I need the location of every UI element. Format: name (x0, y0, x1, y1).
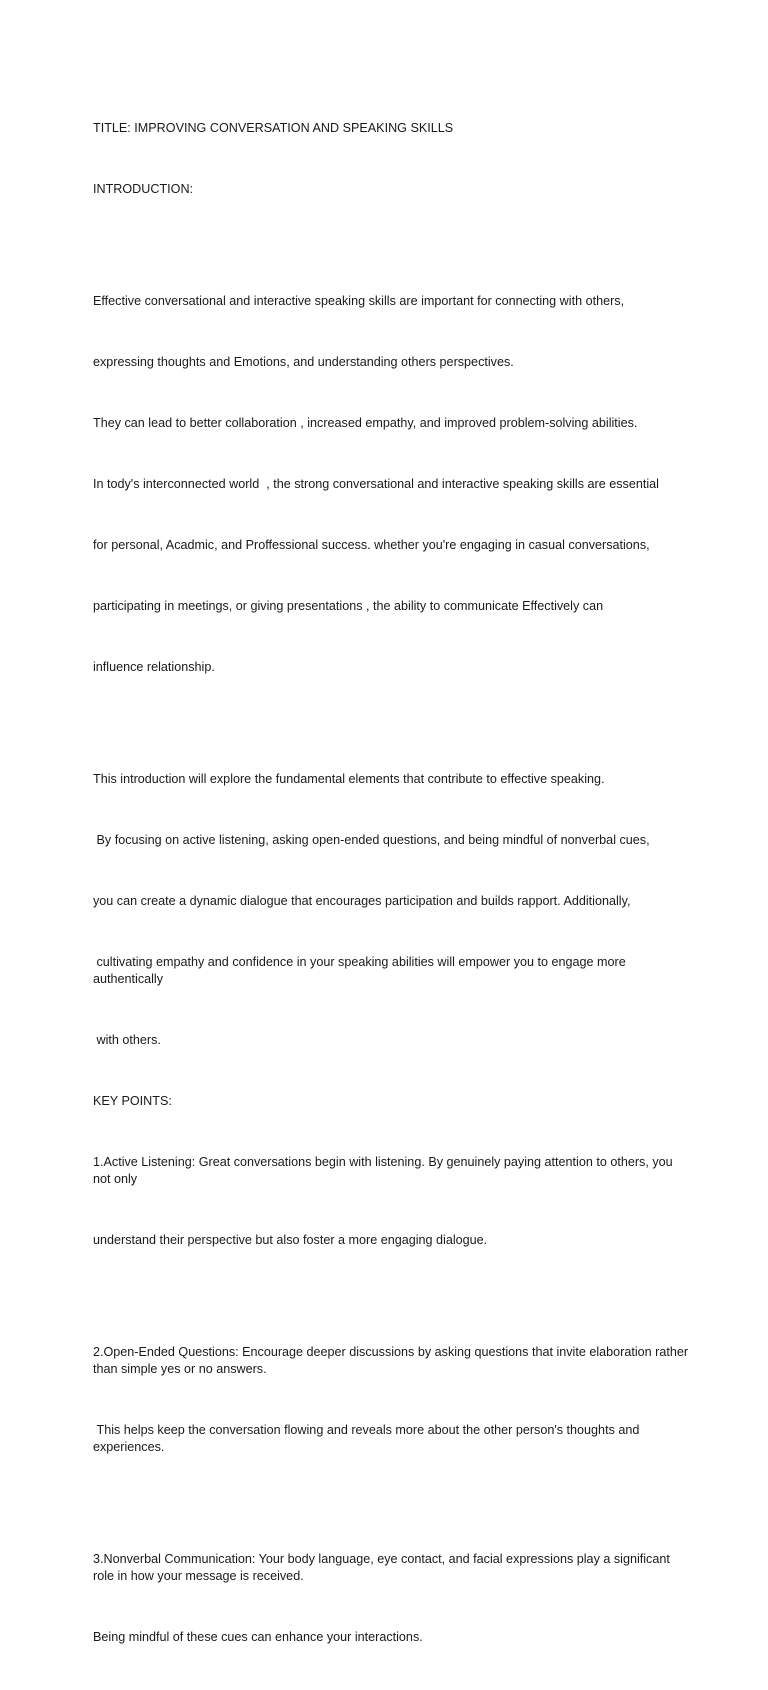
paragraph-gap (93, 720, 693, 737)
paragraph-gap (93, 1293, 693, 1310)
section-heading-key-points: KEY POINTS: (93, 1094, 172, 1108)
paragraph: They can lead to better collaboration , increased empathy, and improved problem-solving abilities. (93, 416, 638, 430)
paragraph: for personal, Acadmic, and Proffessional success. whether you're engaging in casual conversations, (93, 538, 650, 552)
key-point-active-listening: 1.Active Listening: Great conversations begin with listening. By genuinely paying attention to others, you not only (93, 1155, 677, 1186)
paragraph: This introduction will explore the fundamental elements that contribute to effective speaking. (93, 772, 605, 786)
section-heading-introduction: INTRODUCTION: (93, 182, 194, 196)
paragraph-gap (93, 242, 693, 259)
document-title: TITLE: IMPROVING CONVERSATION AND SPEAKING SKILLS (93, 121, 454, 135)
paragraph-gap (93, 1500, 693, 1517)
paragraph: understand their perspective but also foster a more engaging dialogue. (93, 1233, 488, 1247)
paragraph: By focusing on active listening, asking open-ended questions, and being mindful of nonverbal cues, (93, 833, 650, 847)
paragraph: participating in meetings, or giving presentations , the ability to communicate Effectively can (93, 599, 604, 613)
paragraph: expressing thoughts and Emotions, and understanding others perspectives. (93, 355, 514, 369)
key-point-open-ended-questions: 2.Open-Ended Questions: Encourage deeper discussions by asking questions that invite elaboration rather than simple yes or no answers. (93, 1345, 692, 1376)
paragraph: cultivating empathy and confidence in your speaking abilities will empower you to engage more authentically (93, 955, 630, 986)
document-body (93, 86, 693, 1690)
paragraph: Effective conversational and interactive speaking skills are important for connecting with others, (93, 294, 625, 308)
paragraph: you can create a dynamic dialogue that encourages participation and builds rapport. Additionally, (93, 894, 631, 908)
paragraph: with others. (93, 1033, 161, 1047)
paragraph: In tody's interconnected world , the strong conversational and interactive speaking skills are essential (93, 477, 659, 491)
paragraph: influence relationship. (93, 660, 215, 674)
key-point-nonverbal-communication: 3.Nonverbal Communication: Your body language, eye contact, and facial expressions play a significant role in how your message is received. (93, 1552, 674, 1583)
paragraph: Being mindful of these cues can enhance your interactions. (93, 1630, 423, 1644)
paragraph: This helps keep the conversation flowing and reveals more about the other person's thoughts and experiences. (93, 1423, 643, 1454)
